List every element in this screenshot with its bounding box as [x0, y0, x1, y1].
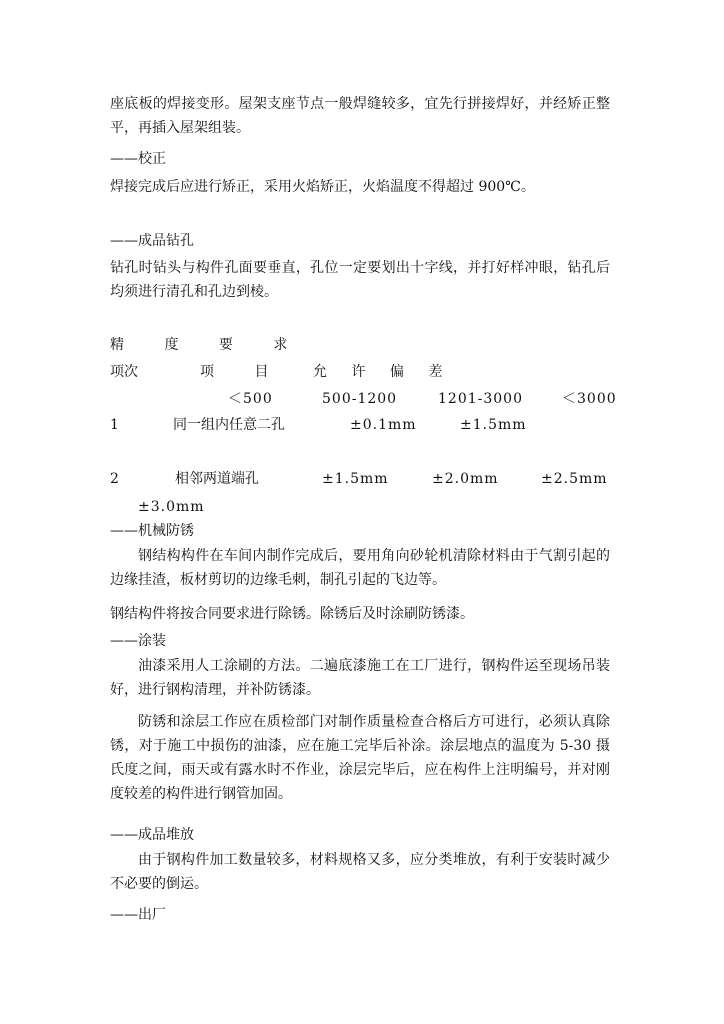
paragraph-correction: 焊接完成后应进行矫正，采用火焰矫正，火焰温度不得超过 900℃。 [110, 179, 535, 195]
header-tolerance: 允 许 偏 差 [313, 364, 453, 380]
range-1201-3000: 1201-3000 [438, 391, 523, 407]
row2-index: 2 [110, 471, 119, 487]
row1-value-2: ±1.5mm [460, 417, 527, 433]
heading-stacking: ——成品堆放 [110, 827, 194, 843]
heading-drilling: ——成品钻孔 [110, 233, 194, 249]
heading-painting: ——涂装 [110, 633, 166, 649]
row2-value-3: ±2.5mm [541, 471, 608, 487]
paragraph-painting-quality: 防锈和涂层工作应在质检部门对制作质量检查合格后方可进行，必须认真除锈，对于施工中损伤的油漆，应在施工完毕后补涂。涂层地点的温度为 5-30 摄氏度之间，雨天或有露水时不作业，涂层完毕后，应在构件上注明编号，并对刚度较差的构件进行钢管加固。 [110, 714, 610, 802]
row2-value-1: ±1.5mm [322, 471, 389, 487]
paragraph-drilling: 钻孔时钻头与构件孔面要垂直，孔位一定要划出十字线，并打好样冲眼，钻孔后均须进行清孔和孔边到棱。 [110, 260, 610, 300]
paragraph-stacking: 由于钢构件加工数量较多，材料规格又多，应分类堆放，有利于安装时减少不必要的倒运。 [110, 852, 610, 892]
row1-index: 1 [110, 417, 119, 433]
row1-item: 同一组内任意二孔 [173, 417, 285, 433]
paragraph-welding-deformation: 座底板的焊接变形。屋架支座节点一般焊缝较多，宜先行拼接焊好，并经矫正整平，再插入屋架组装。 [110, 96, 610, 136]
row1-value-1: ±0.1mm [350, 417, 417, 433]
header-index: 项次 [110, 364, 138, 380]
range-500-1200: 500-1200 [322, 391, 398, 407]
table-title: 精 度 要 求 [110, 337, 306, 353]
header-item: 项 目 [200, 364, 287, 380]
row2-value-2: ±2.0mm [432, 471, 499, 487]
paragraph-derusting: 钢结构件将按合同要求进行除锈。除锈后及时涂刷防锈漆。 [110, 606, 474, 622]
range-lt-500: ＜500 [228, 391, 273, 407]
heading-shipping: ——出厂 [110, 907, 166, 923]
heading-mechanical-rustproof: ——机械防锈 [110, 523, 194, 539]
range-lt-3000: ＜3000 [562, 391, 617, 407]
heading-correction: ——校正 [110, 151, 166, 167]
paragraph-mechanical-rustproof: 钢结构构件在车间内制作完成后，要用角向砂轮机清除材料由于气割引起的边缘挂渣，板材剪切的边缘毛刺，制孔引起的飞边等。 [110, 548, 610, 588]
row2-item: 相邻两道端孔 [175, 471, 259, 487]
row2-value-4: ±3.0mm [138, 499, 205, 515]
paragraph-painting-method: 油漆采用人工涂刷的方法。二遍底漆施工在工厂进行，钢构件运至现场吊装好，进行钢构清理，并补防锈漆。 [110, 658, 610, 698]
